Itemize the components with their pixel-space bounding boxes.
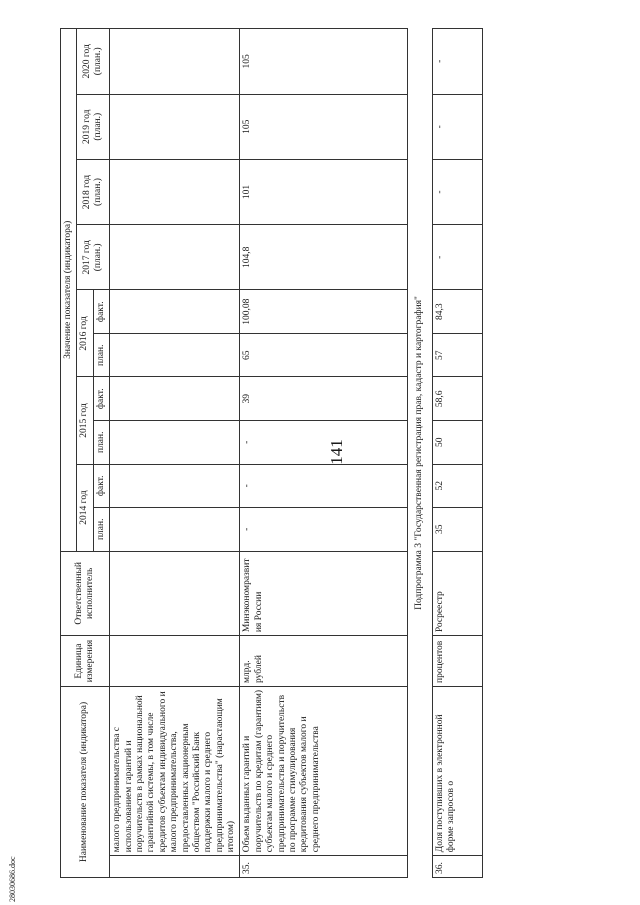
table-row bbox=[110, 29, 240, 878]
row-name: Доля поступивших в электронной форме запросов о bbox=[432, 686, 482, 855]
value-2017-plan: - bbox=[432, 225, 482, 290]
value-2020-plan: 105 bbox=[240, 29, 408, 95]
header-fact-2014: факт. bbox=[93, 464, 109, 508]
subprogram-row bbox=[408, 29, 432, 878]
value-2015-plan: 50 bbox=[432, 421, 482, 465]
row-responsible: Минэкономразвития России bbox=[240, 551, 408, 636]
row-unit bbox=[110, 636, 240, 687]
value-2015-fact: 58,6 bbox=[432, 377, 482, 421]
indicator-table-sheet bbox=[60, 28, 615, 878]
header-plan-2015: план. bbox=[93, 421, 109, 465]
indicator-table bbox=[60, 28, 483, 878]
table-row bbox=[432, 29, 482, 878]
value-2018-plan: - bbox=[432, 159, 482, 224]
subprogram-title: Подпрограмма 3 "Государственная регистрация прав, кадастр и картография" bbox=[408, 29, 432, 878]
table-row bbox=[240, 29, 408, 878]
page-number: 141 bbox=[327, 439, 346, 465]
header-name: Наименование показателя (индикатора) bbox=[61, 686, 110, 877]
header-2015: 2015 год bbox=[77, 377, 93, 464]
row-responsible: Росреестр bbox=[432, 551, 482, 636]
value-2016-fact: 84,3 bbox=[432, 290, 482, 334]
value-2019-plan: 105 bbox=[240, 94, 408, 159]
row-unit: млрд. рублей bbox=[240, 636, 408, 687]
row-number: 35. bbox=[240, 856, 408, 878]
header-2017: 2017 год (план.) bbox=[77, 225, 110, 290]
value-2015-fact: 39 bbox=[240, 377, 408, 421]
value-2014-plan: - bbox=[240, 508, 408, 552]
header-fact-2016: факт. bbox=[93, 290, 109, 334]
header-fact-2015: факт. bbox=[93, 377, 109, 421]
header-2016: 2016 год bbox=[77, 290, 93, 377]
header-plan-2016: план. bbox=[93, 333, 109, 377]
header-plan-2014: план. bbox=[93, 508, 109, 552]
row-name: малого предпринимательства с использованием гарантий и поручительств в рамках национальной гарантийной системы, в том числе кредитов субъектам индивидуального и малого предпринимательства, предоставленных акционерным обществом "Российский Банк поддержки малого и среднего предпринимательства" (нарастающим итогом) bbox=[110, 686, 240, 855]
value-2019-plan: - bbox=[432, 94, 482, 159]
value-2018-plan: 101 bbox=[240, 159, 408, 224]
value-2016-fact: 100,08 bbox=[240, 290, 408, 334]
value-2020-plan: - bbox=[432, 29, 482, 95]
value-2017-plan: 104,8 bbox=[240, 225, 408, 290]
header-unit: Единица измерения bbox=[61, 636, 110, 687]
value-2014-plan: 35 bbox=[432, 508, 482, 552]
row-name: Объем выданных гарантий и поручительств по кредитам (гарантиям) субъектам малого и среднего предпринимательства и поручительств по программе стимулирования кредитования субъектов малого и среднего предпринимательства bbox=[240, 686, 408, 855]
header-responsible: Ответственный исполнитель bbox=[61, 551, 110, 636]
value-2015-plan: - bbox=[240, 421, 408, 465]
header-values: Значение показателя (индикатора) bbox=[61, 29, 77, 552]
row-responsible bbox=[110, 551, 240, 636]
row-number: 36. bbox=[432, 856, 482, 878]
header-2019: 2019 год (план.) bbox=[77, 94, 110, 159]
document-filename: 28030686.doc bbox=[8, 856, 17, 902]
header-2018: 2018 год (план.) bbox=[77, 159, 110, 224]
row-number bbox=[110, 856, 240, 878]
header-2020: 2020 год (план.) bbox=[77, 29, 110, 95]
value-2014-fact: - bbox=[240, 464, 408, 508]
value-2014-fact: 52 bbox=[432, 464, 482, 508]
row-unit: процентов bbox=[432, 636, 482, 687]
header-2014: 2014 год bbox=[77, 464, 93, 551]
value-2016-plan: 57 bbox=[432, 333, 482, 377]
value-2016-plan: 65 bbox=[240, 333, 408, 377]
